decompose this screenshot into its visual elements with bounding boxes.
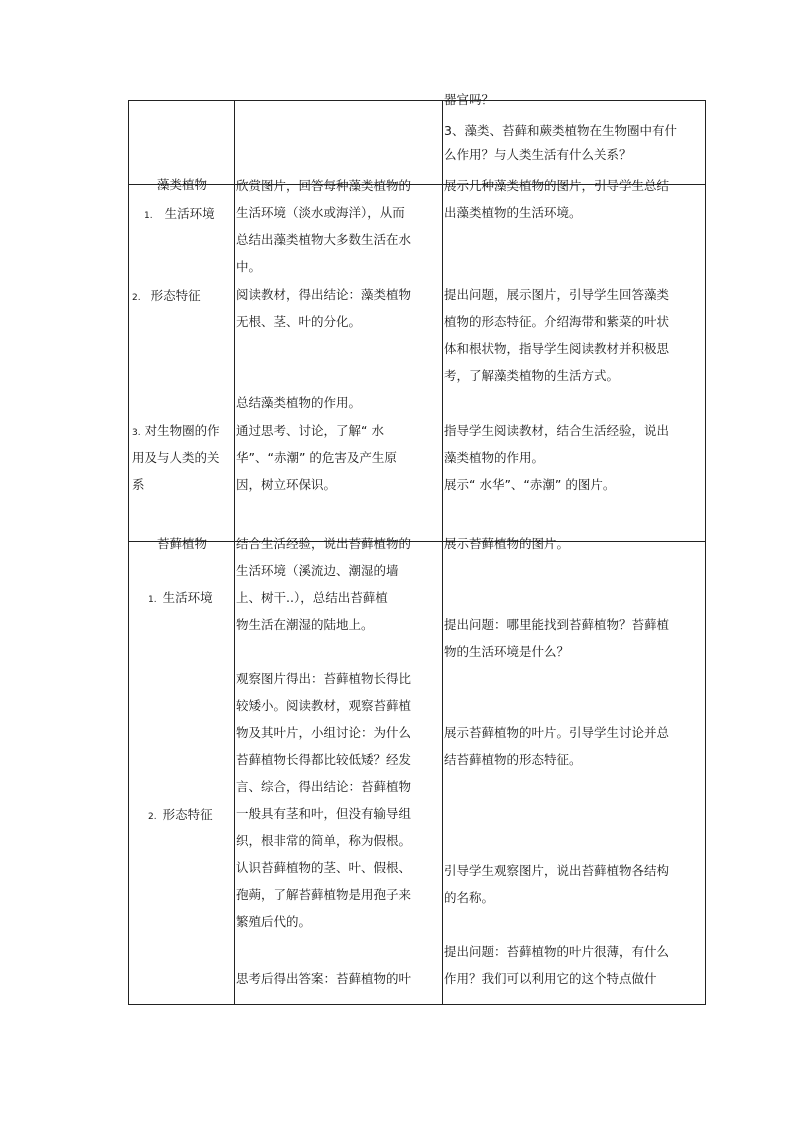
cell-text: 华”、“赤潮” 的危害及产生原 [236, 450, 397, 465]
cell-text: 3、藻类、苔藓和蕨类植物在生物圈中有什 [444, 123, 677, 138]
cell-text: 的名称。 [444, 890, 495, 905]
label-text: 生活环境 [164, 206, 215, 221]
table-bottom-border [128, 1004, 706, 1005]
cell-text: 展示几种藻类植物的图片，引导学生总结 [444, 178, 670, 193]
table-left-border [128, 100, 129, 1005]
cell-text: 孢蒴，了解苔藓植物是用孢子来 [236, 887, 412, 902]
cell-text: 提出问题：苔藓植物的叶片很薄，有什么 [444, 944, 670, 959]
row-label-role: 用及与人类的关 [132, 450, 220, 465]
cell-text: 结苔藓植物的形态特征。 [444, 752, 582, 767]
cell-text: 考，了解藻类植物的生活方式。 [444, 368, 620, 383]
cell-text: 繁殖后代的。 [236, 914, 312, 929]
cell-text: 指导学生阅读教材，结合生活经验，说出 [444, 423, 670, 438]
cell-text: 认识苔藓植物的茎、叶、假根、 [236, 860, 412, 875]
row-label-habitat [144, 207, 244, 223]
cell-text: 苔藓植物长得都比较低矮？经发 [236, 752, 412, 767]
row-label-form [132, 289, 232, 305]
cell-text: 出藻类植物的生活环境。 [444, 205, 582, 220]
cell-text: 引导学生观察图片，说出苔藓植物各结构 [444, 863, 670, 878]
cell-text: 展示“ 水华”、“赤潮” 的图片。 [444, 477, 616, 492]
label-number: 2. [148, 812, 157, 822]
label-text: 生活环境 [162, 590, 213, 605]
section-title-moss: 苔藓植物 [156, 536, 207, 551]
cell-text: 作用？我们可以利用它的这个特点做什 [444, 971, 657, 986]
row-label-form [148, 808, 248, 824]
cell-text: 物及其叶片，小组讨论：为什么 [236, 725, 412, 740]
cell-text: 思考后得出答案：苔藓植物的叶 [236, 971, 412, 986]
label-number: 1. [144, 211, 153, 221]
cell-text: 展示苔藓植物的叶片。引导学生讨论并总 [444, 725, 670, 740]
table-col-divider-1 [234, 100, 235, 1005]
cell-text: 藻类植物的作用。 [444, 450, 545, 465]
row-label-role: 系 [132, 477, 145, 492]
label-text: 对生物圈的作 [144, 423, 220, 438]
table-col-divider-2 [442, 100, 443, 1005]
cell-text: 生活环境（淡水或海洋），从而 [236, 205, 405, 220]
label-number: 2. [132, 293, 141, 303]
cell-text: 上、树干..），总结出苔藓植 [236, 590, 388, 605]
cell-text: 总结藻类植物的作用。 [236, 395, 362, 410]
cell-text: 阅读教材，得出结论：藻类植物 [236, 287, 412, 302]
cell-text: 物生活在潮湿的陆地上。 [236, 617, 374, 632]
cell-text: 较矮小。阅读教材，观察苔藓植 [236, 698, 412, 713]
section-title-algae: 藻类植物 [156, 177, 207, 192]
cell-text: 植物的形态特征。介绍海带和紫菜的叶状 [444, 314, 670, 329]
cell-text: 中。 [236, 259, 262, 274]
cell-text: 因，树立环保识。 [236, 477, 337, 492]
table-right-border [705, 100, 706, 1005]
row-label-role [132, 424, 232, 440]
label-text: 形态特征 [162, 807, 213, 822]
cell-text: 么作用？与人类生活有什么关系？ [444, 147, 632, 162]
cell-text: 总结出藻类植物大多数生活在水 [236, 232, 412, 247]
cell-text: 体和根状物，指导学生阅读教材并积极思 [444, 341, 670, 356]
cell-text: 通过思考、讨论，了解“ 水 [236, 423, 384, 438]
cell-text: 器官吗？ [444, 92, 495, 107]
cell-text: 提出问题：哪里能找到苔藓植物？苔藓植 [444, 617, 670, 632]
cell-text: 无根、茎、叶的分化。 [236, 314, 362, 329]
cell-text: 展示苔藓植物的图片。 [444, 536, 570, 551]
cell-text: 欣赏图片，回答每种藻类植物的 [236, 178, 412, 193]
cell-text: 生活环境（溪流边、潮湿的墙 [236, 563, 399, 578]
cell-text: 言、综合，得出结论：苔藓植物 [236, 779, 412, 794]
cell-text: 物的生活环境是什么？ [444, 644, 570, 659]
label-number: 1. [148, 595, 157, 605]
cell-text: 结合生活经验，说出苔藓植物的 [236, 536, 412, 551]
cell-text: 一般具有茎和叶，但没有输导组 [236, 806, 412, 821]
cell-text: 观察图片得出：苔藓植物长得比 [236, 671, 412, 686]
label-text: 形态特征 [150, 288, 201, 303]
cell-text: 提出问题，展示图片，引导学生回答藻类 [444, 287, 670, 302]
cell-text: 织，根非常的简单，称为假根。 [236, 833, 412, 848]
row-label-habitat [148, 591, 248, 607]
label-number: 3. [132, 428, 141, 438]
